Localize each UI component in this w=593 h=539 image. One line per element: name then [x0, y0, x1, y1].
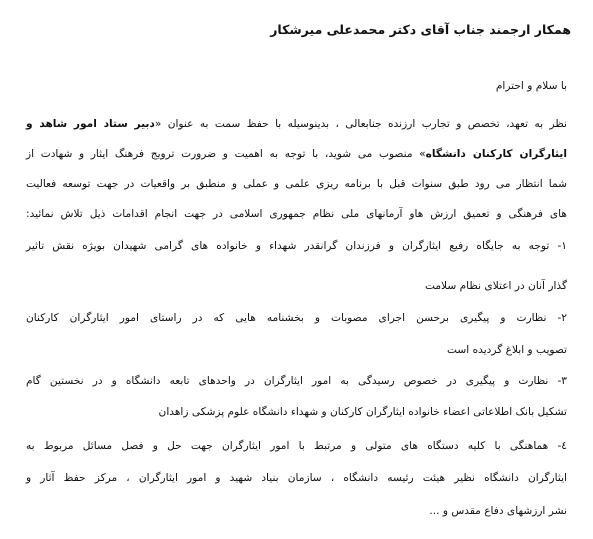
item-4-line-3: نشر ارزشهای دفاع مقدس و ...	[429, 505, 567, 517]
item-2-line-1: ۲- نظارت و پیگیری برحسن اجرای مصوبات و بخشنامه هایی که در راستای امور ایثارگران کارکنان	[26, 312, 567, 324]
intro-line-3: شما انتظار می رود طبق سنوات قبل با برنامه ریزی علمی و عملی و منطبق بر واقعیات در جهت توسعه فعالیت	[26, 178, 567, 190]
letter-heading: همکار ارجمند جناب آقای دکتر محمدعلی میرشکار	[270, 22, 571, 37]
item-2-line-2: تصویب و ابلاغ گردیده است	[447, 344, 567, 356]
appointment-title-part-1: دبیر ستاد امور شاهد و	[26, 118, 155, 130]
intro-line-1-text: نظر به تعهد، تخصص و تجارب ارزنده جنابعالی ، بدینوسیله با حفظ سمت به عنوان «	[154, 118, 567, 130]
item-4-line-1: ٤- هماهنگی با کلیه دستگاه های متولی و مرتبط با امور ایثارگران جهت حل و فصل مسائل مربوط به	[26, 440, 567, 452]
item-4-line-2: ایثارگران دانشگاه نظیر هیئت رئیسه دانشگاه ، سازمان بنیاد شهید و امور ایثارگران ، مرکز حفظ آثار و	[26, 472, 567, 484]
intro-line-4: های فرهنگی و تعمیق ارزش هاو آرمانهای ملی نظام جمهوری اسلامی در جهت انجام اقدامات ذیل تلاش نمائید:	[26, 208, 567, 220]
item-3-line-1: ۳- نظارت و پیگیری در خصوص رسیدگی به امور ایثارگران در واحدهای تابعه دانشگاه و در نخستین گام	[26, 375, 567, 387]
item-1-line-2: گذار آنان در اعتلای نظام سلامت	[424, 280, 567, 292]
intro-line-2	[26, 147, 567, 161]
appointment-title-part-2: ایثارگران کارکنان دانشگاه	[425, 148, 567, 160]
salutation: با سلام و احترام	[495, 80, 567, 92]
item-3-line-2: تشکیل بانک اطلاعاتی اعضاء خانواده ایثارگران کارکنان و شهداء دانشگاه علوم پزشکی زاهدان	[158, 406, 567, 418]
intro-line-1	[26, 117, 567, 131]
item-1-line-1: ۱- توجه به جایگاه رفیع ایثارگران و فرزندان گرانقدر شهداء و خانواده های گرامی شهیدان بویژه نقش تاثیر	[26, 240, 567, 252]
intro-line-2-text: » منصوب می شوید، با توجه به اهمیت و ضرورت ترویج فرهنگ ایثار و شهادت از	[26, 148, 426, 160]
